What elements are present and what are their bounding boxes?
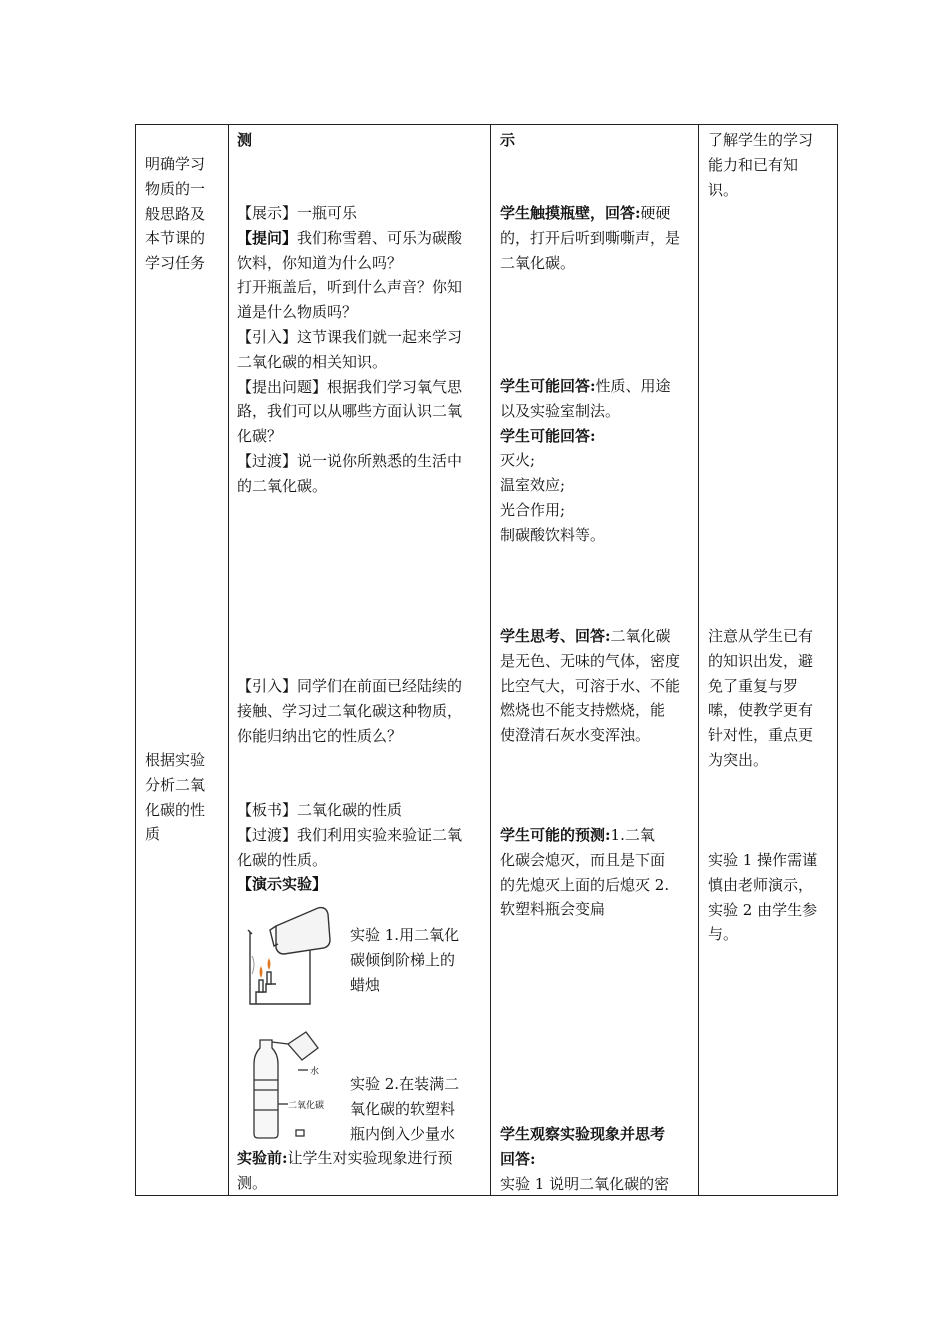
table-border-col3 <box>490 124 491 1196</box>
table-border-col2 <box>228 124 229 1196</box>
col2-header <box>237 128 484 153</box>
experiment-2-text: 实验 2.在装满二 氧化碳的软塑料 瓶内倒入少量水 <box>350 1075 460 1143</box>
teacher-block-4: 实验前:让学生对实验现象进行预 测。 <box>237 1149 453 1192</box>
student-block-5: 学生观察实验现象并思考 回答: 实验 1 说明二氧化碳的密 <box>500 1125 670 1193</box>
stage-cell-1: 明确学习 物质的一 般思路及 本节课的 学习任务 <box>145 155 206 273</box>
student-block-2: 学生可能回答:性质、用途 以及实验室制法。 学生可能回答: 灭火; 温室效应; 光合作用; 制碳酸饮料等。 <box>500 377 671 544</box>
col3-header: 示 <box>500 131 516 149</box>
table-border-col4 <box>698 124 699 1196</box>
intent-block-0: 了解学生的学习 能力和已有知 识。 <box>708 131 814 199</box>
stage-cell-2: 根据实验 分析二氧 化碳的性 质 <box>145 751 206 844</box>
table-border-left <box>135 124 136 1196</box>
table-top-border <box>135 124 838 125</box>
water-label: 水 <box>310 1067 320 1077</box>
experiment-1-illustration <box>240 904 335 1009</box>
teacher-block-3: 【板书】二氧化碳的性质 【过渡】我们利用实验来验证二氧 化碳的性质。 【演示实验】 <box>237 801 463 894</box>
teacher-block-1: 【展示】一瓶可乐 【提问】我们称雪碧、可乐为碳酸 饮料，你知道为什么吗？ 打开瓶盖后，听到什么声音？你知 道是什么物质吗？ 【引入】这节课我们就一起来学习 二氧化碳的相关知识。 【提出问题】根据我们学习氧气思 路，我们可以从哪些方面认识二氧 化碳？ 【过渡】说一说你所熟悉的生活中 的二氧化碳。 <box>237 204 463 495</box>
student-block-1: 学生触摸瓶壁，回答:硬硬 的，打开后听到嘶嘶声，是 二氧化碳。 <box>500 204 681 272</box>
experiment-1-text: 实验 1.用二氧化 碳倾倒阶梯上的 蜡烛 <box>350 926 460 994</box>
col2-header-text: 测 <box>237 131 253 149</box>
table-border-right <box>837 124 838 1196</box>
student-block-3: 学生思考、回答:二氧化碳 是无色、无味的气体，密度 比空气大，可溶于水、不能 燃烧也不能支持燃烧，能 使澄清石灰水变浑浊。 <box>500 627 681 745</box>
experiment-2-illustration <box>248 1030 338 1142</box>
intent-block-1: 注意从学生已有 的知识出发，避 免了重复与罗 嗦，使教学更有 针对性，重点更 为突出。 <box>708 627 814 769</box>
teacher-block-2: 【引入】同学们在前面已经陆续的 接触、学习过二氧化碳这种物质， 你能归纳出它的性质么？ <box>237 677 463 745</box>
student-block-4: 学生可能的预测:1.二氧 化碳会熄灭，而且是下面 的先熄灭上面的后熄灭 2. 软塑料瓶会变扁 <box>500 826 670 919</box>
co2-label: 二氧化碳 <box>288 1101 325 1111</box>
intent-block-2: 实验 1 操作需谨 慎由老师演示， 实验 2 由学生参 与。 <box>708 851 818 944</box>
